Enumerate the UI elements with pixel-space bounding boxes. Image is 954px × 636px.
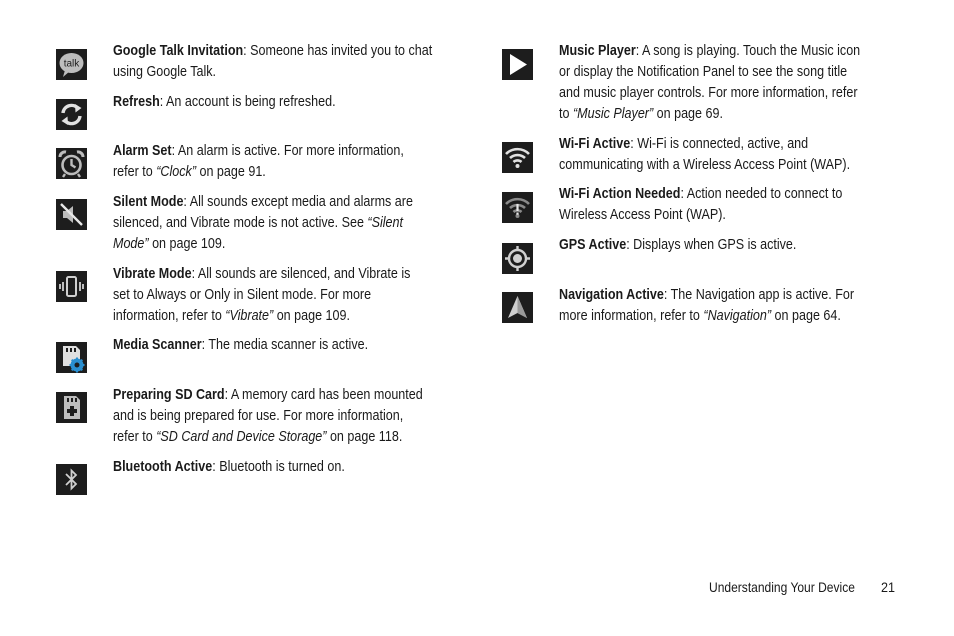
refresh-icon — [56, 99, 87, 130]
gps-target-icon — [502, 243, 533, 274]
svg-text:talk: talk — [63, 58, 80, 70]
wifi-icon — [502, 142, 533, 173]
music-player-description: Music Player: A song is playing. Touch the Music icon or display the Notification Panel to see the song title and music player controls. For more information, refer to “Music Player” on page 69. — [559, 43, 861, 122]
vibrate-description: Vibrate Mode: All sounds are silenced, and Vibrate is set to Always or Only in Silent mode. For more information, refer to “Vibrate” on page 109. — [113, 266, 411, 324]
navigation-description: Navigation Active: The Navigation app is active. For more information, refer to “Navigation” on page 64. — [559, 287, 855, 324]
google-talk-description: Google Talk Invitation: Someone has invited you to chat using Google Talk. — [113, 43, 433, 80]
navigation-arrow-icon — [502, 292, 533, 323]
vibrate-phone-icon — [56, 271, 87, 302]
media-scanner-description: Media Scanner: The media scanner is active. — [113, 337, 369, 353]
wifi-alert-icon — [502, 192, 533, 223]
sd-card-gear-icon — [56, 342, 87, 373]
gps-description: GPS Active: Displays when GPS is active. — [559, 237, 797, 253]
wifi-action-description: Wi-Fi Action Needed: Action needed to connect to Wireless Access Point (WAP). — [559, 186, 843, 223]
alarm-clock-icon — [56, 148, 87, 179]
bluetooth-icon — [56, 464, 87, 495]
silent-description: Silent Mode: All sounds except media and alarms are silenced, and Vibrate mode is not active. See “Silent Mode” on page 109. — [113, 194, 413, 252]
preparing-sd-description: Preparing SD Card: A memory card has been mounted and is being prepared for use. For more information, refer to “SD Card and Device Storage” on page 118. — [113, 387, 423, 445]
sd-card-icon — [56, 392, 87, 423]
footer-section-title: Understanding Your Device — [709, 579, 855, 595]
alarm-description: Alarm Set: An alarm is active. For more information, refer to “Clock” on page 91. — [113, 143, 404, 180]
talk-bubble-icon — [56, 49, 87, 80]
bluetooth-description: Bluetooth Active: Bluetooth is turned on. — [113, 459, 345, 475]
wifi-active-description: Wi-Fi Active: Wi-Fi is connected, active, and communicating with a Wireless Access Point (WAP). — [559, 136, 851, 173]
refresh-description: Refresh: An account is being refreshed. — [113, 94, 336, 110]
speaker-muted-icon — [56, 199, 87, 230]
play-icon — [502, 49, 533, 80]
page-number: 21 — [881, 579, 896, 595]
